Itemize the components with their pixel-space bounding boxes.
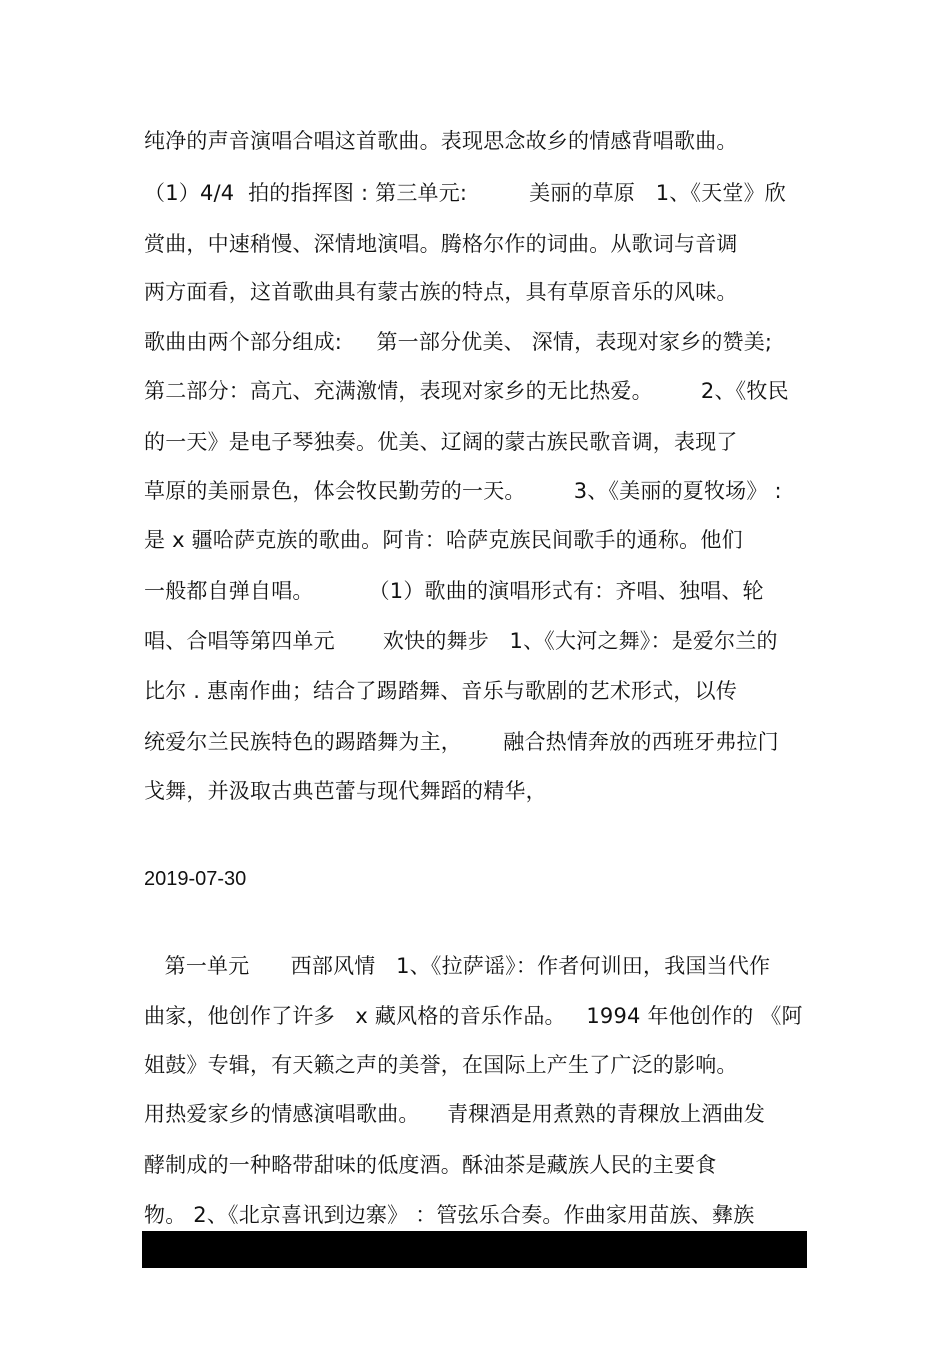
redaction-bar xyxy=(142,1231,807,1268)
text-line: （1）4/4 拍的指挥图 : 第三单元: 美丽的草原 1、《天堂》欣 xyxy=(144,181,786,205)
text-line: 物。 2、《北京喜讯到边寨》 ：管弦乐合奏。作曲家用苗族、彝族 xyxy=(144,1203,755,1227)
text-line: 是 x 疆哈萨克族的歌曲。阿肯：哈萨克族民间歌手的通称。他们 xyxy=(144,528,743,552)
text-line: 的一天》是电子琴独奏。优美、辽阔的蒙古族民歌音调，表现了 xyxy=(144,430,738,454)
text-line: 比尔 . 惠南作曲；结合了踢踏舞、音乐与歌剧的艺术形式，以传 xyxy=(144,679,738,703)
text-line: 两方面看，这首歌曲具有蒙古族的特点，具有草原音乐的风味。 xyxy=(144,280,738,304)
text-line: 草原的美丽景色，体会牧民勤劳的一天。 3、《美丽的夏牧场》 : xyxy=(144,479,782,503)
text-line: 姐鼓》专辑，有天籁之声的美誉，在国际上产生了广泛的影响。 xyxy=(144,1053,738,1077)
text-line: 歌曲由两个部分组成: 第一部分优美、 深情，表现对家乡的赞美; xyxy=(144,330,773,354)
text-line: 一般都自弹自唱。 （1）歌曲的演唱形式有：齐唱、独唱、轮 xyxy=(144,579,764,603)
text-line: 第一单元 西部风情 1、《拉萨谣》：作者何训田，我国当代作 xyxy=(144,954,771,978)
text-line: 纯净的声音演唱合唱这首歌曲。表现思念故乡的情感背唱歌曲。 xyxy=(144,129,738,153)
text-line: 酵制成的一种略带甜味的低度酒。酥油茶是藏族人民的主要食 xyxy=(144,1153,717,1177)
text-line: 统爱尔兰民族特色的踢踏舞为主， 融合热情奔放的西班牙弗拉门 xyxy=(144,730,779,754)
text-line: 唱、合唱等第四单元 欢快的舞步 1、《大河之舞》：是爱尔兰的 xyxy=(144,629,778,653)
text-line: 用热爱家乡的情感演唱歌曲。 青稞酒是用煮熟的青稞放上酒曲发 xyxy=(144,1102,766,1126)
text-line: 赏曲，中速稍慢、深情地演唱。腾格尔作的词曲。从歌词与音调 xyxy=(144,232,738,256)
document-date: 2019-07-30 xyxy=(144,868,247,890)
text-line: 曲家，他创作了许多 x 藏风格的音乐作品。 1994 年他创作的 《阿 xyxy=(144,1004,803,1028)
text-line: 第二部分：高亢、充满激情，表现对家乡的无比热爱。 2、《牧民 xyxy=(144,379,789,403)
text-line: 戈舞，并汲取古典芭蕾与现代舞蹈的精华， xyxy=(144,779,547,803)
